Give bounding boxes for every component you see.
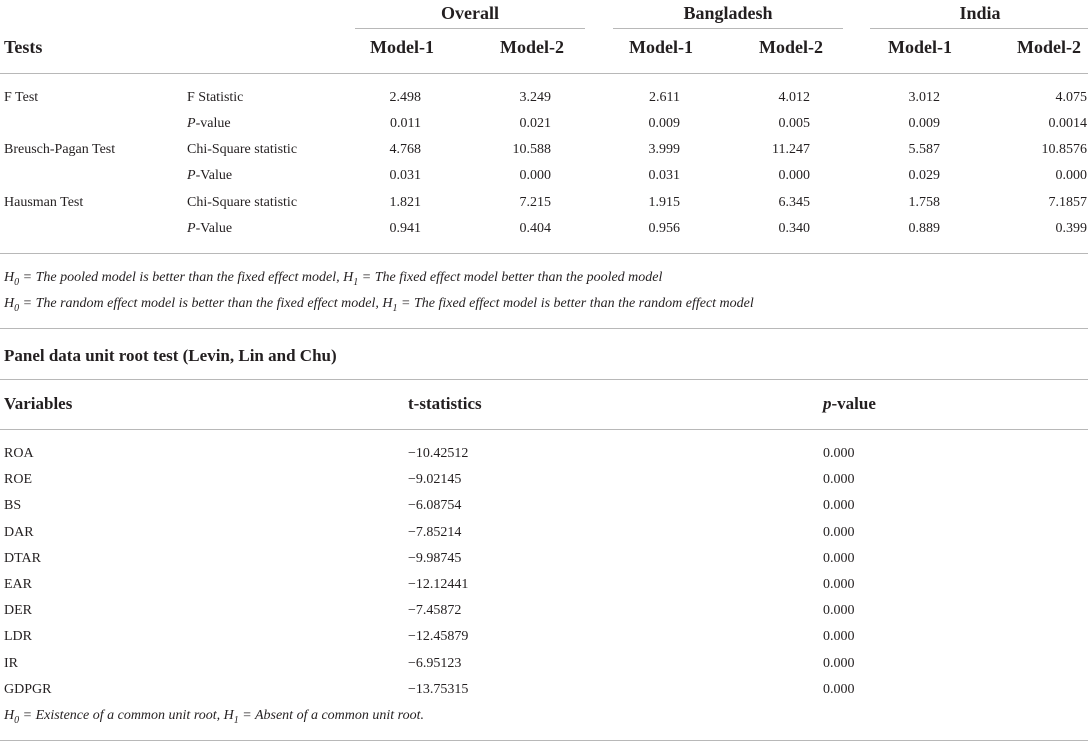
tstat-value: −10.42512: [408, 446, 469, 461]
variable-name: DER: [4, 603, 32, 619]
group-header-overall: Overall: [441, 3, 499, 23]
table-cell: 0.404: [519, 221, 551, 236]
tstat-value: −12.12441: [408, 577, 469, 592]
table-cell: 0.340: [778, 221, 810, 236]
table-cell: 6.345: [778, 195, 810, 210]
test-name: F Test: [4, 90, 39, 105]
table-cell: 0.009: [648, 116, 680, 131]
pvalue-value: 0.000: [823, 577, 855, 592]
tstat-value: −12.45879: [408, 629, 469, 645]
table-cell: 1.758: [908, 195, 940, 210]
group-header-india: India: [959, 3, 1001, 23]
table1-bottom-rule: [0, 253, 1088, 254]
table-cell: 0.000: [1055, 168, 1087, 183]
pvalue-header: p-value: [823, 394, 876, 413]
tstat-header: t-statistics: [408, 394, 482, 413]
table1-header-rule: [0, 73, 1088, 74]
statistic-label: Chi-Square statistic: [187, 142, 298, 157]
table-cell: 1.915: [648, 195, 680, 210]
pvalue-value: 0.000: [823, 472, 855, 488]
table2-header-rule: [0, 429, 1088, 430]
variable-name: DAR: [4, 524, 34, 540]
table-cell: 0.399: [1055, 221, 1087, 236]
section-divider: [0, 328, 1088, 329]
variable-name: ROE: [4, 472, 32, 488]
table-cell: 0.029: [908, 168, 940, 183]
table2-note: $H_0$ = Existence of a common unit root, $H_1$ = Absent of a common unit root.: [4, 708, 424, 726]
table-cell: 0.000: [778, 168, 810, 183]
pvalue-value: 0.000: [823, 550, 855, 566]
statistic-label: P-value: [187, 116, 231, 131]
table-cell: 0.005: [778, 116, 810, 131]
model-header: Model-2: [500, 37, 564, 57]
table-cell: 7.215: [519, 195, 551, 210]
model-header: Model-1: [629, 37, 693, 57]
pvalue-value: 0.000: [823, 603, 855, 619]
table-cell: 7.1857: [1048, 195, 1087, 210]
variables-header: Variables: [4, 394, 73, 413]
table2-bottom-rule: [0, 740, 1088, 741]
table-cell: 10.588: [512, 142, 551, 157]
table-cell: 3.999: [648, 142, 680, 157]
statistic-label: Chi-Square statistic: [187, 195, 298, 210]
table-cell: 0.889: [908, 221, 940, 236]
model-header: Model-2: [1017, 37, 1081, 57]
variable-name: BS: [4, 498, 22, 514]
table-cell: 2.611: [649, 90, 680, 105]
statistic-label: F Statistic: [187, 90, 244, 105]
table-cell: 0.021: [519, 116, 551, 131]
table-cell: 0.941: [389, 221, 421, 236]
table-cell: 0.031: [389, 168, 421, 183]
table-cell: 0.009: [908, 116, 940, 131]
pvalue-value: 0.000: [823, 629, 855, 645]
model-header: Model-1: [370, 37, 434, 57]
variable-name: IR: [4, 655, 18, 671]
variable-name: DTAR: [4, 550, 41, 566]
table-cell: 3.012: [908, 90, 940, 105]
tstat-value: −7.45872: [408, 603, 462, 619]
table-cell: 4.012: [778, 90, 810, 105]
table-cell: 4.075: [1055, 90, 1087, 105]
group-underline-bangladesh: [613, 28, 843, 29]
table-cell: 2.498: [389, 90, 421, 105]
group-header-bangladesh: Bangladesh: [683, 3, 773, 23]
table-cell: 11.247: [772, 142, 810, 157]
statistic-label: P-Value: [187, 168, 233, 183]
pvalue-value: 0.000: [823, 681, 855, 697]
statistic-label: P-Value: [187, 221, 233, 236]
model-header: Model-1: [888, 37, 952, 57]
tstat-value: −13.75315: [408, 681, 469, 697]
table-cell: 1.821: [389, 195, 421, 210]
tstat-value: −6.95123: [408, 655, 462, 671]
table-cell: 5.587: [908, 142, 940, 157]
pvalue-value: 0.000: [823, 498, 855, 514]
table1-note: $H_0$ = The random effect model is better than the fixed effect model, $H_1$ = The fixed effect model is better than the random effect model: [4, 296, 754, 314]
table1-note: $H_0$ = The pooled model is better than the fixed effect model, $H_1$ = The fixed effect model better than the pooled model: [4, 270, 663, 288]
table-cell: 0.000: [519, 168, 551, 183]
variable-name: GDPGR: [4, 681, 52, 697]
tests-header: Tests: [4, 37, 43, 57]
table-cell: 0.011: [390, 116, 421, 131]
table-cell: 0.0014: [1048, 116, 1087, 131]
table-cell: 0.956: [648, 221, 680, 236]
test-name: Breusch-Pagan Test: [4, 142, 116, 157]
tstat-value: −9.02145: [408, 472, 462, 488]
test-name: Hausman Test: [4, 195, 84, 210]
variable-name: LDR: [4, 629, 32, 645]
tstat-value: −7.85214: [408, 524, 462, 540]
table2-title-rule: [0, 379, 1088, 380]
variable-name: EAR: [4, 577, 32, 592]
table-cell: 10.8576: [1041, 142, 1087, 157]
group-underline-overall: [355, 28, 585, 29]
pvalue-value: 0.000: [823, 655, 855, 671]
tstat-value: −9.98745: [408, 550, 462, 566]
pvalue-value: 0.000: [823, 524, 855, 540]
model-header: Model-2: [759, 37, 823, 57]
table-cell: 4.768: [389, 142, 421, 157]
variable-name: ROA: [4, 446, 34, 461]
table-cell: 0.031: [648, 168, 680, 183]
pvalue-value: 0.000: [823, 446, 855, 461]
tstat-value: −6.08754: [408, 498, 462, 514]
table2-title: Panel data unit root test (Levin, Lin and Chu): [4, 346, 337, 365]
group-underline-india: [870, 28, 1088, 29]
table-cell: 3.249: [519, 90, 551, 105]
